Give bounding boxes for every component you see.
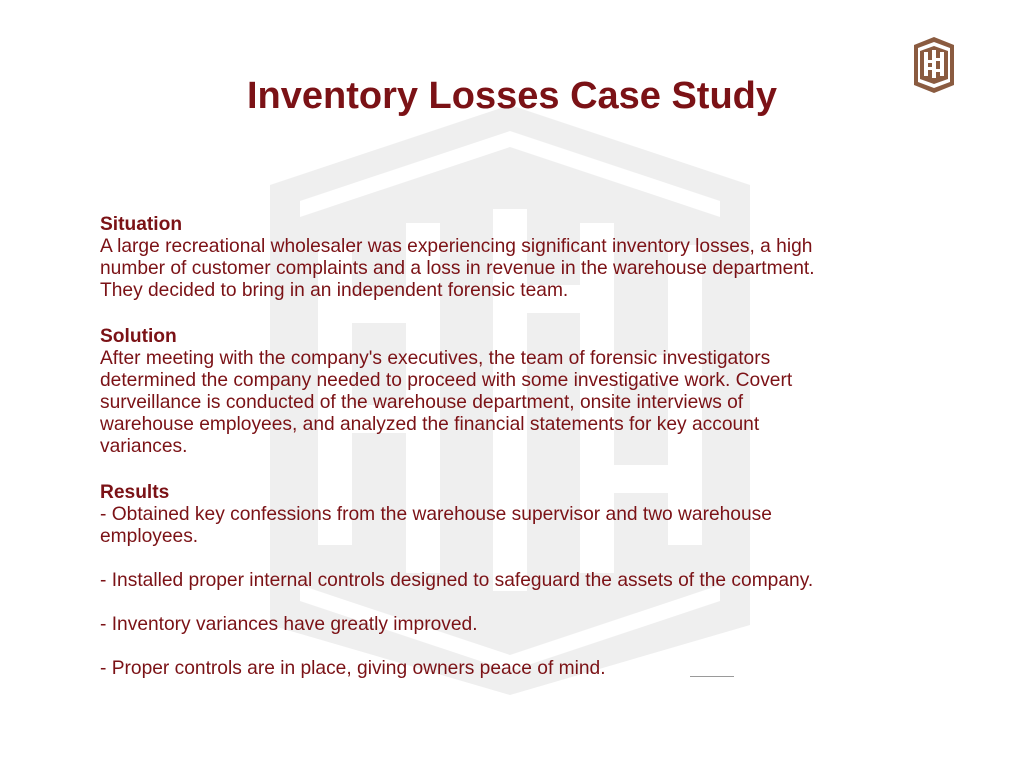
situation-line: A large recreational wholesaler was experiencing significant inventory losses, a high [100,236,813,257]
case-study-body [100,214,960,680]
solution-paragraph [100,348,960,458]
situation-section [100,214,960,302]
results-bullet [100,570,960,592]
section-spacer [100,458,960,482]
solution-heading: Solution [100,326,177,347]
solution-line: variances. [100,436,188,457]
solution-line: After meeting with the company's executives, the team of forensic investigators [100,348,771,369]
bullet-spacer [100,548,960,570]
slide-title: Inventory Losses Case Study [246,75,778,117]
results-bullet-line: employees. [100,526,199,547]
solution-section [100,326,960,458]
situation-paragraph [100,236,960,302]
situation-line: They decided to bring in an independent forensic team. [100,280,569,301]
situation-line: number of customer complaints and a loss in revenue in the warehouse department. [100,258,815,279]
results-bullet-line: - Inventory variances have greatly improved. [100,614,478,635]
situation-heading: Situation [100,214,183,235]
solution-line: surveillance is conducted of the warehouse department, onsite interviews of [100,392,744,413]
results-bullet-line: - Installed proper internal controls designed to safeguard the assets of the company. [100,570,814,591]
underline-rule [690,676,734,677]
bullet-spacer [100,592,960,614]
solution-line: warehouse employees, and analyzed the financial statements for key account [100,414,760,435]
results-heading: Results [100,482,170,503]
results-bullet [100,658,960,680]
results-bullet-line: - Obtained key confessions from the warehouse supervisor and two warehouse [100,504,772,525]
results-bullet-line: - Proper controls are in place, giving owners peace of mind. [100,658,606,679]
results-bullet [100,614,960,636]
results-section [100,482,960,680]
section-spacer [100,302,960,326]
solution-line: determined the company needed to proceed with some investigative work. Covert [100,370,793,391]
bullet-spacer [100,636,960,658]
results-bullet [100,504,960,548]
